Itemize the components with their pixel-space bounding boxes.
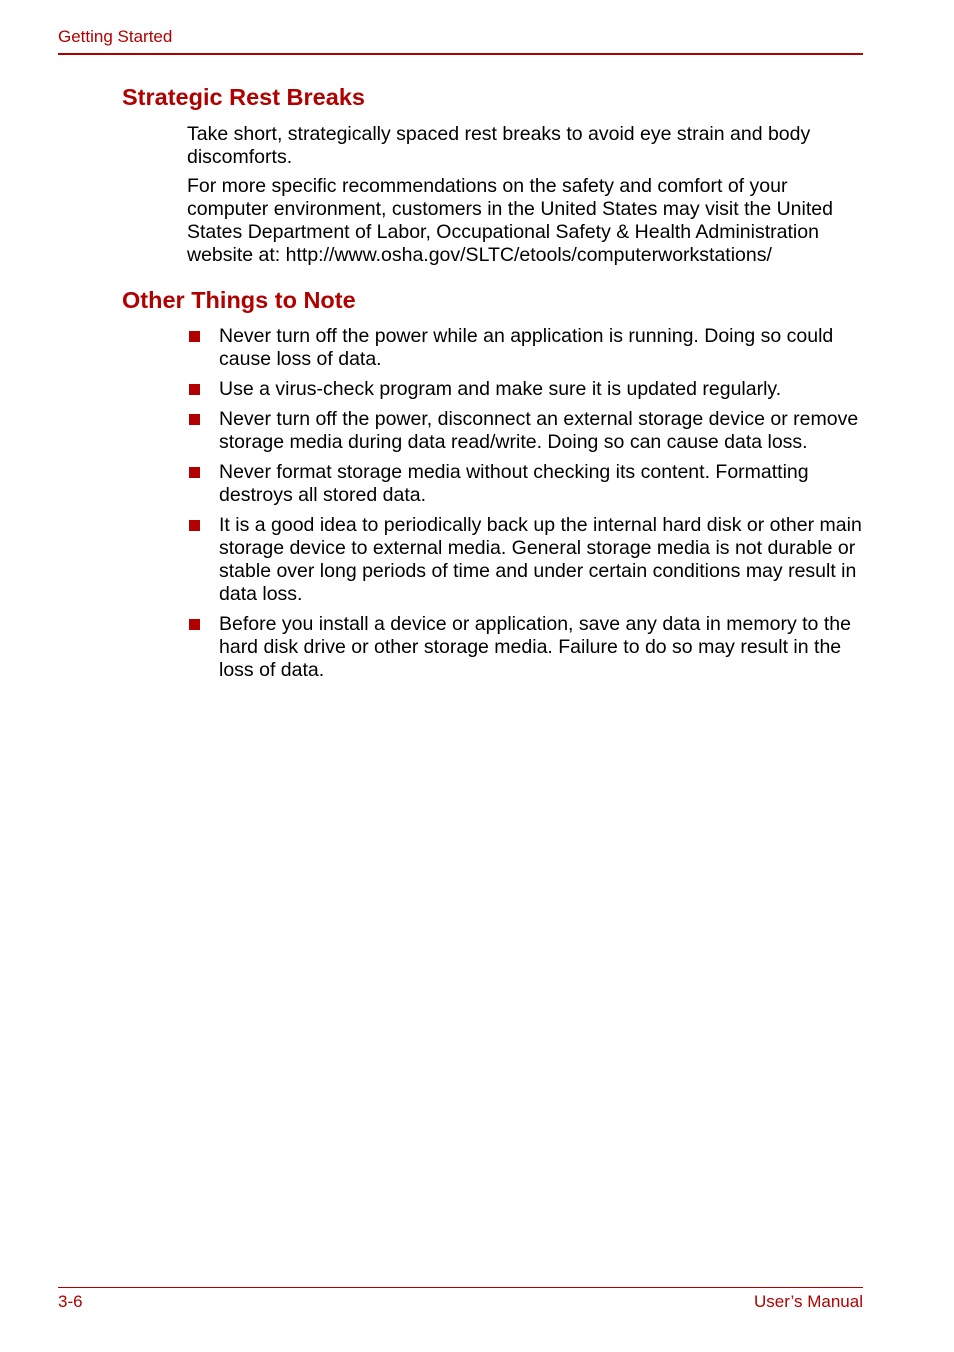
list-item-text: Never turn off the power while an application is running. Doing so could cause loss of data. xyxy=(219,325,834,370)
square-bullet-icon xyxy=(189,414,200,425)
square-bullet-icon xyxy=(189,331,200,342)
manual-title: User’s Manual xyxy=(754,1292,863,1311)
list-item xyxy=(187,378,863,401)
section-heading-other-things: Other Things to Note xyxy=(122,287,356,313)
paragraph-rest-breaks: Take short, strategically spaced rest breaks to avoid eye strain and body discomforts. xyxy=(187,123,811,168)
header-divider xyxy=(58,53,863,55)
list-item xyxy=(187,613,863,682)
list-item xyxy=(187,514,863,606)
square-bullet-icon xyxy=(189,384,200,395)
square-bullet-icon xyxy=(189,619,200,630)
notes-list xyxy=(187,325,863,689)
square-bullet-icon xyxy=(189,467,200,478)
square-bullet-icon xyxy=(189,520,200,531)
list-item xyxy=(187,408,863,454)
list-item xyxy=(187,325,863,371)
list-item-text: Before you install a device or application, save any data in memory to the hard disk drive or other storage media. Failure to do so may result in the loss of data. xyxy=(219,613,851,681)
list-item xyxy=(187,461,863,507)
list-item-text: It is a good idea to periodically back up the internal hard disk or other main storage device to external media. General storage media is not durable or stable over long periods of time and under certain conditions may result in data loss. xyxy=(219,514,862,605)
section-heading-rest-breaks: Strategic Rest Breaks xyxy=(122,84,365,110)
footer-divider xyxy=(58,1287,863,1288)
list-item-text: Never turn off the power, disconnect an external storage device or remove storage media during data read/write. Doing so can cause data loss. xyxy=(219,408,859,453)
running-header: Getting Started xyxy=(58,27,173,46)
page-number: 3-6 xyxy=(58,1292,83,1311)
paragraph-osha-recommendations: For more specific recommendations on the safety and comfort of your computer environment, customers in the United States may visit the United States Department of Labor, Occupational Safety & Health Administration website at: http://www.osha.gov/SLTC/etools/computerworkstations/ xyxy=(187,175,833,266)
list-item-text: Use a virus-check program and make sure it is updated regularly. xyxy=(219,378,782,400)
list-item-text: Never format storage media without checking its content. Formatting destroys all stored data. xyxy=(219,461,809,506)
